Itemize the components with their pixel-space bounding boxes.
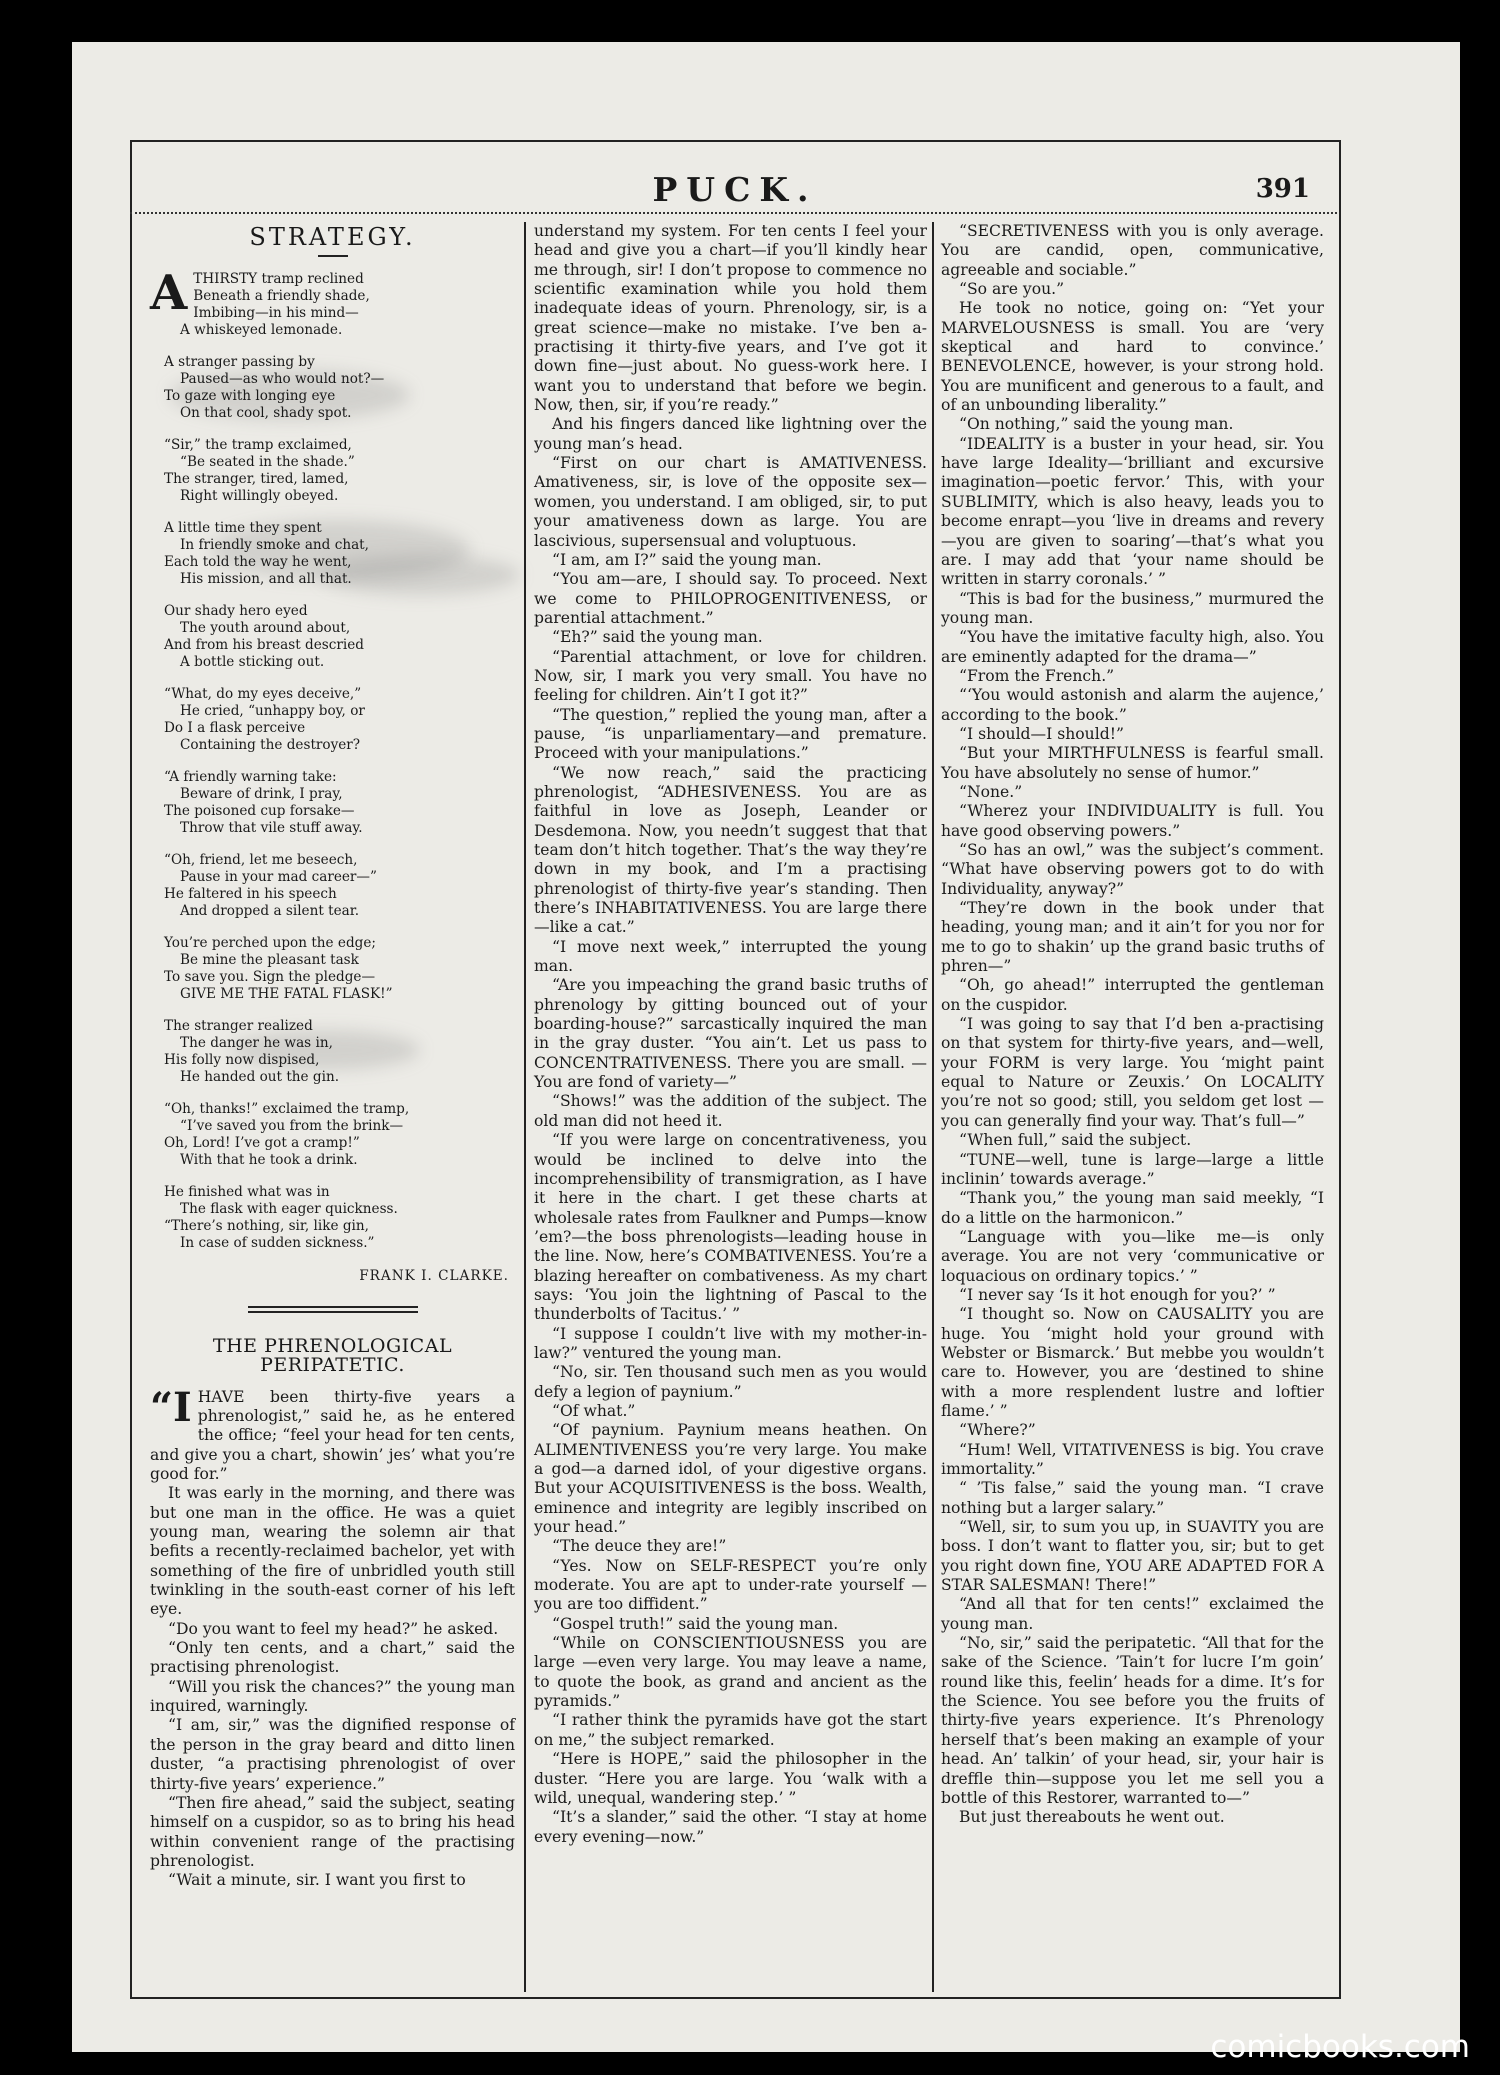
- article-paragraph: “You have the imitative faculty high, also. You are eminently adapted for the drama—”: [941, 628, 1324, 666]
- title-rule: [318, 255, 348, 257]
- poem-line: His mission, and all that.: [180, 571, 352, 588]
- article-paragraph: “Are you impeaching the grand basic truths of phrenology by gitting bounced out of your boarding-house?” sarcastically inquired the man in the gray duster. “You ain’t. Let us pass to CONCENTRATIVENESS. There you are small. —You are fond of variety—”: [534, 976, 927, 1092]
- poem-line: GIVE ME THE FATAL FLASK!”: [180, 985, 393, 1002]
- article-paragraph: But just thereabouts he went out.: [959, 1808, 1225, 1827]
- article-paragraph: “Will you risk the chances?” the young man inquired, warningly.: [150, 1677, 515, 1716]
- article-paragraph: “I never say ‘Is it hot enough for you?’ ”: [959, 1285, 1276, 1304]
- article-title: THE PHRENOLOGICAL PERIPATETIC.: [212, 1335, 453, 1377]
- poem-stanza: [164, 1184, 515, 1252]
- article-paragraph: “None.”: [959, 782, 1023, 801]
- article-paragraph: “Language with you—like me—is only average. You are not very ‘communicative or loquacious on ordinary topics.’ ”: [941, 1227, 1324, 1285]
- article-paragraph: “We now reach,” said the practicing phrenologist, “ADHESIVENESS. You are as faithful in love as Joseph, Leander or Desdemona. Now, you needn’t suggest that that team don’t hitch together. That’s the way they’re down in my book, and I’m a practising phrenologist of thirty-five year’s standing. Then there’s INHABITATIVENESS. You are large there—like a cat.”: [534, 763, 927, 937]
- article-paragraph: “Here is HOPE,” said the philosopher in the duster. “Here you are large. You ‘walk with a wild, unequal, wandering step.’ ”: [534, 1750, 927, 1807]
- article-paragraph: “Oh, go ahead!” interrupted the gentleman on the cuspidor.: [941, 976, 1324, 1014]
- poem-line: Beware of drink, I pray,: [180, 786, 343, 803]
- article-text-col1: [150, 1383, 515, 1891]
- article-paragraph: “I am, sir,” was the dignified response of the person in the gray beard and ditto linen duster, “a practising phrenologist of over thirty-five years’ experience.”: [150, 1716, 515, 1793]
- article-paragraph: “Wherez your INDIVIDUALITY is full. You have good observing powers.”: [941, 802, 1324, 840]
- article-paragraph: “From the French.”: [959, 666, 1115, 685]
- article-paragraph: “When full,” said the subject.: [959, 1131, 1192, 1150]
- poem-stanza: [164, 437, 515, 505]
- poem-line: The youth around about,: [180, 620, 351, 637]
- poem-stanza: [164, 686, 515, 754]
- article-paragraph: “Then fire ahead,” said the subject, seating himself on a cuspidor, so as to bring his head within convenient range of the practising phrenologist.: [150, 1793, 515, 1870]
- poem-line: And from his breast descried: [164, 637, 364, 654]
- poem-line: He cried, “unhappy boy, or: [180, 703, 365, 720]
- poem-body: [150, 265, 515, 1251]
- article-paragraph: “On nothing,” said the young man.: [959, 415, 1234, 434]
- poem-stanza: [164, 852, 515, 920]
- article-paragraph: “The deuce they are!”: [552, 1537, 727, 1556]
- article-paragraph: “I am, am I?” said the young man.: [552, 550, 822, 569]
- poem-stanza: [164, 520, 515, 588]
- article-paragraph: “I move next week,” interrupted the young man.: [534, 937, 927, 976]
- article-paragraph: understand my system. For ten cents I feel your head and give you a chart—if you’ll kindly hear me through, sir! I don’t propose to commence no scientific examination while you hold them inadequate ideas of yourn. Phrenology, sir, is a great science—make no mistake. I’ve ben a-practising it thirty-five years, and I’ve got it down fine—just about. No guess-work here. I want you to understand that before we begin. Now, then, sir, if you’re ready.”: [534, 222, 927, 415]
- article-paragraph: And his fingers danced like lightning over the young man’s head.: [534, 415, 927, 453]
- poem-line: He faltered in his speech: [164, 885, 337, 902]
- article-paragraph: “Well, sir, to sum you up, in SUAVITY you are boss. I don’t want to flatter you, sir; but to get you right down fine, YOU ARE ADAPTED FOR A STAR SALESMAN! There!”: [941, 1518, 1324, 1595]
- poem-line: And dropped a silent tear.: [180, 902, 360, 919]
- article-drop-cap: “I: [150, 1383, 192, 1431]
- column-rule-2: [932, 222, 934, 1992]
- poem-line: His folly now dispised,: [164, 1051, 320, 1068]
- poem-stanza: [164, 1018, 515, 1086]
- article-paragraph: “But your MIRTHFULNESS is fearful small. You have absolutely no sense of humor.”: [941, 744, 1324, 782]
- masthead: [160, 140, 1310, 212]
- poem-stanza: [164, 769, 515, 837]
- poem-line: A little time they spent: [164, 520, 322, 537]
- poem-line: “Sir,” the tramp exclaimed,: [164, 437, 352, 454]
- article-paragraph: “Only ten cents, and a chart,” said the practising phrenologist.: [150, 1639, 515, 1677]
- poem-line: Containing the destroyer?: [180, 737, 361, 754]
- poem-line: “Be seated in the shade.”: [180, 454, 355, 471]
- article-paragraph: “Parential attachment, or love for children. Now, sir, I mark you very small. You have no feeling for children. Ain’t I got it?”: [534, 647, 927, 705]
- poem-line: To gaze with longing eye: [164, 388, 336, 405]
- poem-line: Imbibing—in his mind—: [193, 305, 359, 322]
- poem-line: You’re perched upon the edge;: [164, 934, 376, 951]
- poem-line: Our shady hero eyed: [164, 603, 308, 620]
- article-paragraph: “You am—are, I should say. To proceed. Next we come to PHILOPROGENITIVENESS, or parential attachment.”: [534, 570, 927, 627]
- poem-line: Each told the way he went,: [164, 554, 352, 571]
- article-paragraph: “So has an owl,” was the subject’s comment. “What have observing powers got to do with Individuality, anyway?”: [941, 841, 1324, 898]
- article-paragraph: “Where?”: [959, 1421, 1036, 1440]
- article-paragraph: “Eh?” said the young man.: [552, 628, 763, 647]
- article-text-col2: [534, 222, 927, 1847]
- poem-line: “I’ve saved you from the brink—: [180, 1117, 404, 1134]
- article-paragraph: “SECRETIVENESS with you is only average. You are candid, open, communicative, agreeable and sociable.”: [941, 222, 1324, 279]
- column-2: [534, 222, 927, 1847]
- article-paragraph: “‘You would astonish and alarm the aujence,’ according to the book.”: [941, 686, 1324, 724]
- article-paragraph: “Thank you,” the young man said meekly, “I do a little on the harmonicon.”: [941, 1189, 1324, 1227]
- poem-line: With that he took a drink.: [180, 1151, 358, 1168]
- poem-line: Beneath a friendly shade,: [193, 288, 370, 305]
- poem-line: To save you. Sign the pledge—: [164, 968, 376, 985]
- poem-line: Right willingly obeyed.: [180, 488, 339, 505]
- article-paragraph: “So are you.”: [959, 280, 1065, 299]
- poem-line: The danger he was in,: [180, 1034, 333, 1051]
- poem-line: Do I a flask perceive: [164, 720, 306, 737]
- poem-line: Be mine the pleasant task: [180, 951, 359, 968]
- column-rule-1: [524, 222, 526, 1992]
- poem-line: The flask with eager quickness.: [180, 1200, 398, 1217]
- article-paragraph: “And all that for ten cents!” exclaimed the young man.: [941, 1595, 1324, 1633]
- publication-title: PUCK.: [652, 170, 818, 209]
- poem-line: The stranger realized: [164, 1017, 313, 1034]
- poem-line: Throw that vile stuff away.: [180, 820, 363, 837]
- column-1: [150, 222, 515, 1891]
- article-paragraph: It was early in the morning, and there was but one man in the office. He was a quiet young man, wearing the solemn air that befits a recently-reclaimed bachelor, yet with something of the fire of unbridled youth still twinkling in the south-east corner of his left eye.: [150, 1484, 515, 1619]
- poem-line: “Oh, friend, let me beseech,: [164, 851, 358, 868]
- poem-line: A bottle sticking out.: [180, 654, 325, 671]
- article-paragraph: “No, sir. Ten thousand such men as you would defy a legion of paynium.”: [534, 1363, 927, 1401]
- poem-line: Oh, Lord! I’ve got a cramp!”: [164, 1134, 360, 1151]
- article-paragraph: He took no notice, going on: “Yet your MARVELOUSNESS is small. You are ‘very skeptical and hard to convince.’ BENEVOLENCE, however, is your strong hold. You are munificent and generous to a fault, and of an unbounding liberality.”: [941, 299, 1324, 415]
- article-paragraph: “Yes. Now on SELF-RESPECT you’re only moderate. You are apt to under-rate yourself —you are too diffident.”: [534, 1556, 927, 1614]
- poem-stanza: [164, 1101, 515, 1169]
- article-paragraph: “Gospel truth!” said the young man.: [552, 1614, 839, 1633]
- article-paragraph: “No, sir,” said the peripatetic. “All that for the sake of the Science. ’Tain’t for lucre I’m goin’ round like this, feelin’ heads for a dime. It’s for the Science. You see before you the fruits of thirty-five years experience. It’s Phrenology herself that’s been making an example of your head. An’ talkin’ of your head, sir, your hair is dreffle thin—suppose you let me sell you a bottle of this Restorer, warranted to—”: [941, 1634, 1324, 1807]
- poem-drop-cap: A: [150, 265, 188, 322]
- article-paragraph: “ ’Tis false,” said the young man. “I crave nothing but a larger salary.”: [941, 1479, 1324, 1517]
- poem-line: He handed out the gin.: [180, 1068, 340, 1085]
- article-paragraph: “While on CONSCIENTIOUSNESS you are large —even very large. You may leave a name, to quote the book, as grand and ancient as the pyramids.”: [534, 1634, 927, 1711]
- poem-line: A whiskeyed lemonade.: [180, 322, 343, 339]
- article-paragraph: “I was going to say that I’d ben a-practising on that system for thirty-five years, and—well, your FORM is very large. You ‘might paint equal to Nature or Zeuxis.’ On LOCALITY you’re not so good; still, you seldom get lost —you can generally find your way. That’s full—”: [941, 1015, 1324, 1130]
- poem-author: FRANK I. CLARKE.: [359, 1267, 509, 1284]
- poem-title: STRATEGY.: [249, 223, 416, 251]
- poem-stanza: [164, 271, 515, 339]
- poem-stanza: [164, 354, 515, 422]
- poem-line: The poisoned cup forsake—: [164, 803, 355, 820]
- poem-stanza: [164, 935, 515, 1003]
- poem-line: The stranger, tired, lamed,: [164, 471, 349, 488]
- poem-line: “A friendly warning take:: [164, 769, 337, 786]
- article-paragraph: “It’s a slander,” said the other. “I stay at home every evening—now.”: [534, 1808, 927, 1846]
- poem-line: “What, do my eyes deceive,”: [164, 686, 362, 703]
- poem-line: A stranger passing by: [164, 354, 315, 371]
- poem-line: On that cool, shady spot.: [180, 405, 352, 422]
- article-paragraph: “They’re down in the book under that heading, young man; and it ain’t for you nor for me to go to shakin’ up the grand basic truths of phren—”: [941, 899, 1324, 976]
- article-text-col3: [941, 222, 1324, 1828]
- article-paragraph: “I rather think the pyramids have got the start on me,” the subject remarked.: [534, 1711, 927, 1749]
- section-divider: [248, 1306, 418, 1313]
- article-paragraph: “Of paynium. Paynium means heathen. On ALIMENTIVENESS you’re very large. You make a god—a darned idol, of your digestive organs. But your ACQUISITIVENESS is the boss. Wealth, eminence and integrity are legibly inscribed on your head.”: [534, 1421, 927, 1537]
- poem-line: THIRSTY tramp reclined: [193, 271, 364, 288]
- article-paragraph: “First on our chart is AMATIVENESS. Amativeness, sir, is love of the opposite sex—women, you understand. I am obliged, sir, to put your amativeness down as large. You are lascivious, supersensual and voluptuous.: [534, 454, 927, 550]
- article-paragraph: “This is bad for the business,” murmured the young man.: [941, 589, 1324, 627]
- watermark: comicbooks.com: [1210, 2029, 1470, 2065]
- poem-line: “There’s nothing, sir, like gin,: [164, 1217, 369, 1234]
- article-paragraph: “I should—I should!”: [959, 724, 1124, 743]
- poem-stanza: [164, 603, 515, 671]
- column-3: [941, 222, 1324, 1828]
- article-paragraph: “Of what.”: [552, 1401, 636, 1420]
- masthead-rule: [130, 212, 1337, 220]
- article-paragraph: “The question,” replied the young man, after a pause, “is unparliamentary—and premature. Proceed with your manipulations.”: [534, 705, 927, 763]
- article-paragraph: “Shows!” was the addition of the subject. The old man did not heed it.: [534, 1092, 927, 1130]
- poem-line: Pause in your mad career—”: [180, 868, 377, 885]
- page-number: 391: [1255, 174, 1310, 204]
- poem-line: In case of sudden sickness.”: [180, 1234, 375, 1251]
- article-paragraph: “If you were large on concentrativeness, you would be inclined to delve into the incomprehensibility of transmigration, as I have it here in the chart. I get these charts at wholesale rates from Faulkner and Pumps—know ’em?—the boss phrenologists—leading house in the line. Now, here’s COMBATIVENESS. You’re a blazing hereafter on combativeness. As my chart says: ‘You join the lightning of Pascal to the thunderbolts of Tacitus.’ ”: [534, 1131, 927, 1324]
- poem-line: He finished what was in: [164, 1183, 330, 1200]
- poem-line: “Oh, thanks!” exclaimed the tramp,: [164, 1100, 410, 1117]
- poem-line: In friendly smoke and chat,: [180, 537, 369, 554]
- poem-line: Paused—as who would not?—: [180, 371, 385, 388]
- article-paragraph: “Hum! Well, VITATIVENESS is big. You crave immortality.”: [941, 1440, 1324, 1478]
- article-paragraph: “I suppose I couldn’t live with my mother-in-law?” ventured the young man.: [534, 1324, 927, 1362]
- article-paragraph: HAVE been thirty-five years a phrenologist,” said he, as he entered the office; “feel your head for ten cents, and give you a chart, showin’ jes’ what you’re good for.”: [150, 1387, 515, 1483]
- article-paragraph: “I thought so. Now on CAUSALITY you are huge. You ‘might hold your ground with Webster or Bismarck.’ But mebbe you wouldn’t care to. However, you are ‘destined to shine with a more resplendent lustre and loftier flame.’ ”: [941, 1305, 1324, 1420]
- article-paragraph: “Do you want to feel my head?” he asked.: [168, 1619, 499, 1638]
- article-paragraph: “TUNE—well, tune is large—large a little inclinin’ towards average.”: [941, 1150, 1324, 1188]
- article-paragraph: “Wait a minute, sir. I want you first to: [168, 1871, 466, 1890]
- article-paragraph: “IDEALITY is a buster in your head, sir. You have large Ideality—‘brilliant and excursive imagination—poetic fervor.’ This, with your SUBLIMITY, which is also heavy, leads you to become enrapt—you ‘live in dreams and revery—you are given to soaring’—that’s what you are. I may add that ‘your name should be written in starry coronals.’ ”: [941, 434, 1324, 589]
